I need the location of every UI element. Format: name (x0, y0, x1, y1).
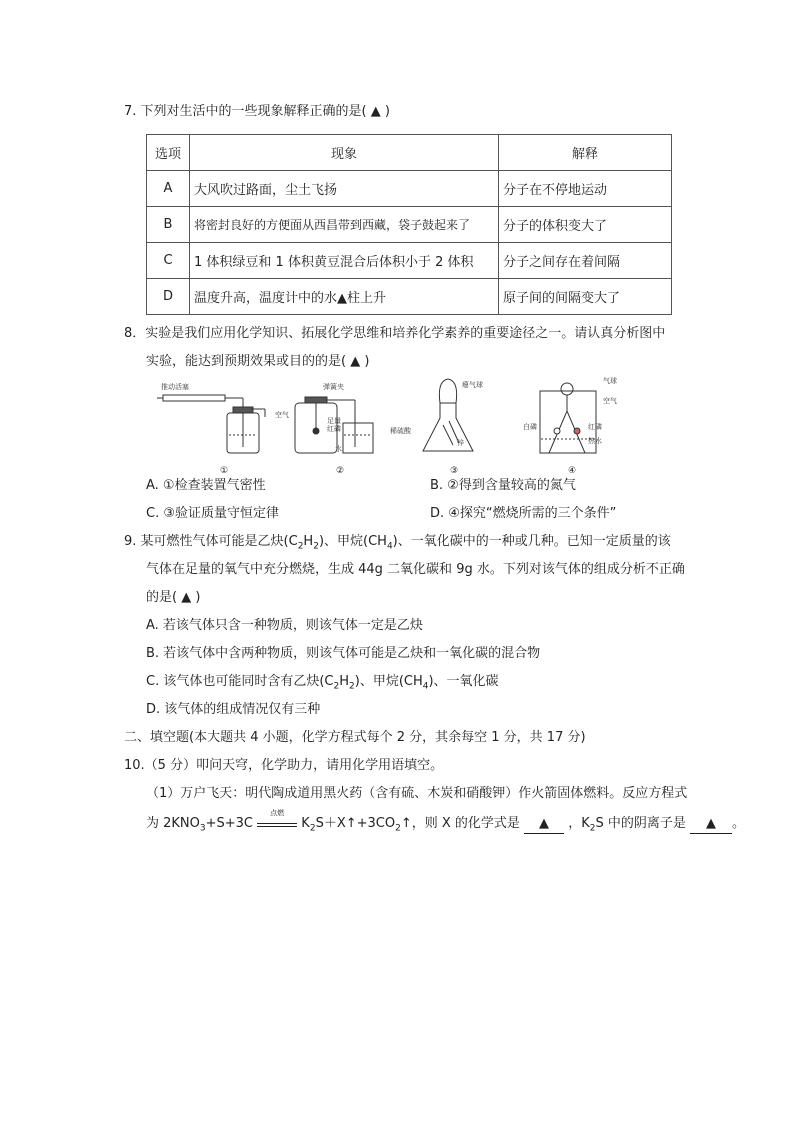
reaction-condition: 点燃 (270, 809, 285, 817)
q9-option-a: A. 若该气体只含一种物质，则该气体一定是乙炔 (146, 618, 423, 633)
q7-table (146, 134, 672, 315)
caption-4: ④ (568, 466, 577, 476)
label-air: 空气 (275, 411, 289, 419)
label-dilute-acid: 稀硫酸 (390, 427, 411, 435)
q10-equation-line: 为 $2KNO_3+S+3C$ 点燃 $K_2S+X↑+3CO_2↑$，则 X 的化学式是 ▲ ，$K_2S$ 中的阴离子是 ▲ 。 (146, 809, 745, 834)
answer-blank-2[interactable]: ▲ (690, 815, 732, 834)
q7-stem: 7. 下列对生活中的一些现象解释正确的是( ▲ ) (124, 104, 390, 119)
label-red-phosphorus-2: 红磷 (588, 423, 602, 431)
q8-apparatus-figures (155, 373, 615, 458)
q10-sub1-line1: （1）万户飞天：明代陶成道用黑火药（含有硫、木炭和硝酸钾）作火箭固体燃料。反应方程式 (146, 786, 688, 801)
label-deflated-balloon: 瘪气球 (462, 381, 483, 389)
row-phenomenon: 将密封良好的方便面从西昌带到西藏，袋子鼓起来了 (190, 207, 499, 243)
q8-option-d: D. ④探究“燃烧所需的三个条件” (430, 506, 617, 521)
figure-4-combustion (523, 376, 617, 453)
label-push-piston: 推动活塞 (161, 383, 189, 391)
figure-3-mass-conservation (390, 379, 483, 451)
row-explanation: 原子间的间隔变大了 (499, 279, 672, 315)
row-option: C (147, 243, 190, 279)
q9-option-b: B. 若该气体中含两种物质，则该气体可能是乙炔和一氧化碳的混合物 (146, 646, 541, 661)
label-hot-water: 热水 (588, 437, 602, 445)
q8-stem-line2: 实验，能达到预期效果或目的的是( ▲ ) (146, 354, 370, 369)
table-row (147, 243, 672, 279)
table-row (147, 279, 672, 315)
caption-1: ① (220, 466, 229, 476)
label-sufficient: 足量 (327, 417, 341, 425)
row-option: A (147, 171, 190, 207)
figure-2-nitrogen (275, 382, 373, 453)
label-spring-clip: 弹簧夹 (323, 383, 344, 391)
q9-stem-line1: 9. 某可燃性气体可能是乙炔$(C_2H_2)$、甲烷$(CH_4)$、一氧化碳中的一种或几种。已知一定质量的该 (124, 534, 671, 552)
header-phenomenon: 现象 (190, 135, 499, 171)
q9-option-c: C. 该气体也可能同时含有乙炔$(C_2H_2)$、甲烷$(CH_4)$、一氧化碳 (146, 674, 499, 692)
q8-stem-line1: 8．实验是我们应用化学知识、拓展化学思维和培养化学素养的重要途径之一。请认真分析图中 (124, 326, 666, 341)
q8-option-a: A. ①检查装置气密性 (146, 478, 266, 493)
label-white-phosphorus: 白磷 (523, 423, 537, 431)
label-air-2: 空气 (603, 397, 617, 405)
row-phenomenon: 大风吹过路面，尘土飞扬 (190, 171, 499, 207)
caption-3: ③ (450, 466, 459, 476)
section-heading: 二、填空题(本大题共 4 小题，化学方程式每个 2 分，其余每空 1 分，共 17 分) (124, 730, 586, 745)
row-explanation: 分子之间存在着间隔 (499, 243, 672, 279)
q8-option-b: B. ②得到含量较高的氮气 (430, 478, 576, 493)
q9-option-d: D. 该气体的组成情况仅有三种 (146, 702, 321, 717)
row-phenomenon: 1 体积绿豆和 1 体积黄豆混合后体积小于 2 体积 (190, 243, 499, 279)
row-option: B (147, 207, 190, 243)
q9-stem-line3: 的是( ▲ ) (146, 590, 201, 605)
label-red-phosphorus: 红磷 (327, 425, 341, 433)
header-explanation: 解释 (499, 135, 672, 171)
table-row (147, 207, 672, 243)
label-zinc: 锌 (457, 439, 464, 447)
row-phenomenon: 温度升高，温度计中的水▲柱上升 (190, 279, 499, 315)
q9-stem-line2: 气体在足量的氧气中充分燃烧，生成 44g 二氧化碳和 9g 水。下列对该气体的组成分析不正确 (146, 562, 685, 577)
table-row (147, 171, 672, 207)
q8-option-c: C. ③验证质量守恒定律 (146, 506, 279, 521)
row-explanation: 分子的体积变大了 (499, 207, 672, 243)
q10-stem: 10.（5 分）叩问天穹，化学助力，请用化学用语填空。 (124, 758, 444, 773)
caption-2: ② (336, 466, 345, 476)
reaction-arrow (257, 809, 297, 827)
row-explanation: 分子在不停地运动 (499, 171, 672, 207)
table-header-row (147, 135, 672, 171)
label-balloon: 气球 (603, 377, 617, 385)
row-option: D (147, 279, 190, 315)
answer-blank-1[interactable]: ▲ (524, 815, 564, 834)
label-water: 水 (335, 445, 342, 453)
header-option: 选项 (147, 135, 190, 171)
figure-1-airtightness (157, 382, 265, 453)
